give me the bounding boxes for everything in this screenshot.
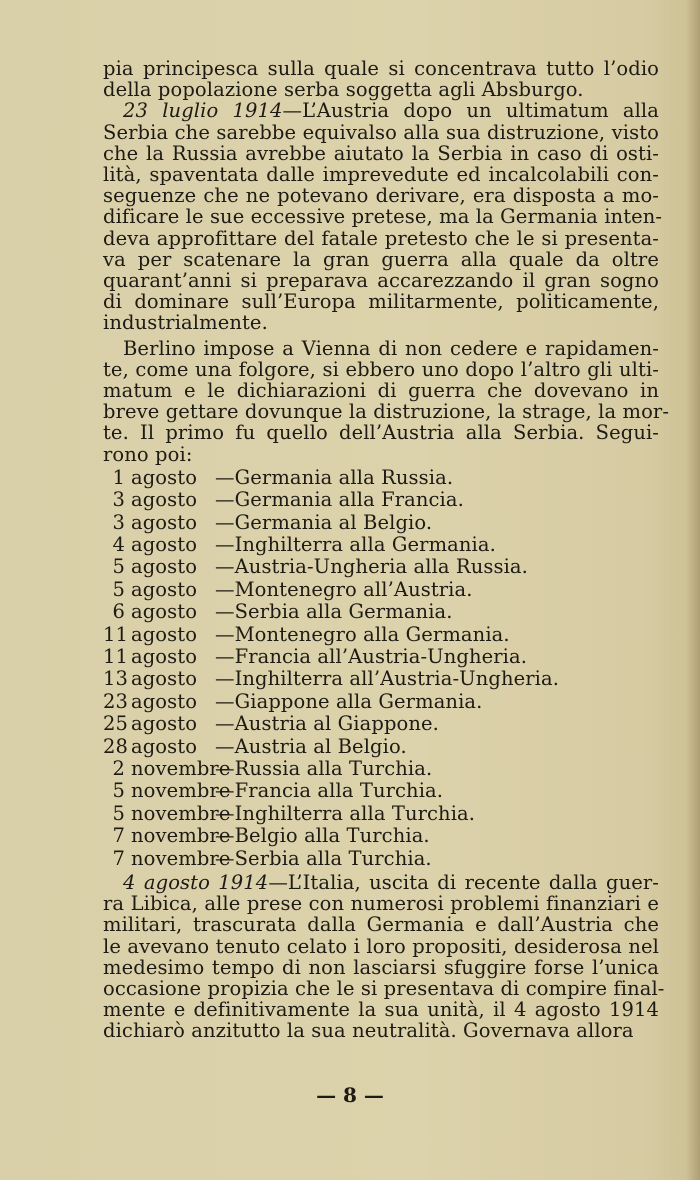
declaration-day: 7 [112, 846, 125, 870]
declaration-text: —Germania alla Francia. [215, 488, 464, 512]
text-line: rono poi: [103, 442, 193, 466]
text-line: di dominare sull’Europa militarmente, politicamente, [103, 290, 659, 314]
declaration-entry [103, 467, 659, 489]
declaration-date [103, 534, 215, 556]
declaration-month: agosto [131, 577, 198, 601]
declaration-entry [103, 579, 659, 601]
declaration-month: agosto [131, 644, 198, 668]
declaration-text: —Francia alla Turchia. [215, 779, 444, 803]
text-line: te. Il primo fu quello dell’Austria alla Serbia. Segui- [103, 421, 659, 445]
text-line: ra Libica, alle prese con numerosi problemi finanziari e [103, 892, 659, 916]
declaration-month: agosto [131, 689, 198, 713]
declaration-month: agosto [131, 712, 198, 736]
declaration-text: —Inghilterra alla Germania. [215, 533, 496, 557]
text-line: Serbia che sarebbe equivalso alla sua distruzione, visto [103, 120, 659, 144]
text-line: va per scatenare la gran guerra alla quale da oltre [103, 247, 659, 271]
text-line: seguenze che ne potevano derivare, era disposta a mo- [103, 184, 659, 208]
declaration-day: 3 [112, 510, 125, 534]
date-heading: 23 luglio 1914 [123, 99, 283, 123]
declaration-text: —Austria al Belgio. [215, 734, 407, 758]
declaration-day: 23 [103, 689, 129, 713]
declarations-list [103, 467, 659, 870]
declaration-date [103, 624, 215, 646]
declaration-month: novembre [131, 801, 231, 825]
declaration-text: —Belgio alla Turchia. [215, 824, 430, 848]
paragraph-intro [103, 58, 659, 100]
declaration-entry [103, 668, 659, 690]
declaration-text: —Austria al Giappone. [215, 712, 439, 736]
declaration-entry [103, 534, 659, 556]
declaration-entry [103, 803, 659, 825]
declaration-month: novembre [131, 756, 231, 780]
declaration-day: 6 [112, 600, 125, 624]
text-line [103, 100, 659, 121]
declaration-month: novembre [131, 824, 231, 848]
declaration-date [103, 846, 231, 870]
text-line: militari, trascurata dalla Germania e dall’Austria che [103, 913, 659, 937]
text-line [103, 872, 659, 893]
declaration-date [103, 756, 231, 780]
declaration-text: —Germania alla Russia. [215, 465, 454, 489]
declaration-day: 7 [112, 824, 125, 848]
text-line: deva approfittare del fatale pretesto che le si presenta- [103, 226, 659, 250]
declaration-entry [103, 512, 659, 534]
text-line: breve gettare dovunque la distruzione, la strage, la mor- [103, 400, 670, 424]
text-line: quarant’anni si preparava accarezzando il gran sogno [103, 269, 659, 293]
declaration-date [103, 824, 231, 848]
text-line: dichiarò anzitutto la sua neutralità. Governava allora [103, 1019, 634, 1043]
paragraph-4-agosto [103, 870, 665, 1043]
declaration-entry [103, 780, 659, 802]
declaration-month: agosto [131, 465, 198, 489]
declaration-text: —Francia all’Austria-Ungheria. [215, 644, 528, 668]
declaration-text: —Inghilterra all’Austria-Ungheria. [215, 667, 560, 691]
page-number: — 8 — [316, 1083, 384, 1107]
declaration-month: agosto [131, 510, 198, 534]
page-edge-shadow [686, 0, 700, 1180]
declaration-month: novembre [131, 779, 231, 803]
declaration-text: —Austria-Ungheria alla Russia. [215, 555, 528, 579]
declaration-month: agosto [131, 555, 198, 579]
declaration-text: —Germania al Belgio. [215, 510, 433, 534]
declaration-entry [103, 624, 659, 646]
declaration-text: —Montenegro alla Germania. [215, 622, 510, 646]
declaration-month: agosto [131, 734, 198, 758]
text-fragment: —L’Italia, uscita di recente dalla guer- [268, 870, 659, 894]
declaration-date [103, 668, 215, 690]
declaration-date [103, 467, 215, 489]
declaration-date [103, 556, 215, 578]
declaration-month: agosto [131, 600, 198, 624]
declaration-date [103, 779, 231, 803]
declaration-date [103, 489, 215, 511]
declaration-month: agosto [131, 622, 198, 646]
text-line: dificare le sue eccessive pretese, ma la Germania inten- [103, 205, 663, 229]
page-body [103, 57, 670, 1043]
declaration-entry [103, 713, 659, 735]
declaration-date [103, 512, 215, 534]
declaration-entry [103, 489, 659, 511]
declaration-entry [103, 646, 659, 668]
declaration-day: 5 [112, 555, 125, 579]
declaration-month: agosto [131, 667, 198, 691]
declaration-month: novembre [131, 846, 231, 870]
text-line: industrialmente. [103, 311, 268, 335]
declaration-day: 11 [103, 622, 129, 646]
declaration-day: 5 [112, 577, 125, 601]
declaration-text: —Russia alla Turchia. [215, 756, 433, 780]
declaration-day: 2 [112, 756, 125, 780]
declaration-date [103, 801, 231, 825]
declaration-entry [103, 736, 659, 758]
text-line: pia principesca sulla quale si concentrava tutto l’odio [103, 57, 659, 80]
declaration-entry [103, 848, 659, 870]
paragraph-berlino [103, 336, 670, 466]
text-line: medesimo tempo di non lasciarsi sfuggire forse l’unica [103, 955, 659, 979]
declaration-day: 1 [112, 465, 125, 489]
declaration-entry [103, 825, 659, 847]
declaration-date [103, 579, 215, 601]
declaration-day: 5 [112, 801, 125, 825]
declaration-month: agosto [131, 488, 198, 512]
declaration-date [103, 713, 215, 735]
declaration-day: 3 [112, 488, 125, 512]
declaration-date [103, 646, 215, 668]
declaration-month: agosto [131, 533, 198, 557]
declaration-date [103, 736, 215, 758]
date-heading: 4 agosto 1914 [123, 870, 269, 894]
text-fragment: —L’Austria dopo un ultimatum alla [282, 99, 659, 123]
declaration-day: 25 [103, 712, 129, 736]
declaration-text: —Serbia alla Turchia. [215, 846, 432, 870]
declaration-day: 13 [103, 667, 129, 691]
text-line: le avevano tenuto celato i loro propositi, desiderosa nel [103, 934, 659, 958]
declaration-date [103, 691, 215, 713]
text-line: che la Russia avrebbe aiutato la Serbia in caso di osti- [103, 141, 659, 165]
text-line: matum e le dichiarazioni di guerra che dovevano in [103, 379, 659, 403]
text-line: Berlino impose a Vienna di non cedere e rapidamen- [123, 336, 659, 360]
text-line: occasione propizia che le si presentava di compire final- [103, 976, 665, 1000]
declaration-text: —Giappone alla Germania. [215, 689, 483, 713]
declaration-text: —Serbia alla Germania. [215, 600, 453, 624]
declaration-day: 4 [112, 533, 125, 557]
declaration-day: 5 [112, 779, 125, 803]
declaration-entry [103, 601, 659, 623]
declaration-entry [103, 758, 659, 780]
declaration-text: —Inghilterra alla Turchia. [215, 801, 476, 825]
paragraph-23-luglio [103, 99, 663, 335]
text-line: te, come una folgore, si ebbero uno dopo l’altro gli ulti- [103, 357, 659, 381]
declaration-day: 28 [103, 734, 129, 758]
declaration-entry [103, 691, 659, 713]
declaration-entry [103, 556, 659, 578]
text-line: lità, spaventata dalle imprevedute ed incalcolabili con- [103, 163, 659, 187]
declaration-text: —Montenegro all’Austria. [215, 577, 473, 601]
declaration-date [103, 601, 215, 623]
text-line: mente e definitivamente la sua unità, il 4 agosto 1914 [103, 998, 659, 1022]
declaration-day: 11 [103, 644, 129, 668]
text-line: della popolazione serba soggetta agli Absburgo. [103, 78, 584, 102]
